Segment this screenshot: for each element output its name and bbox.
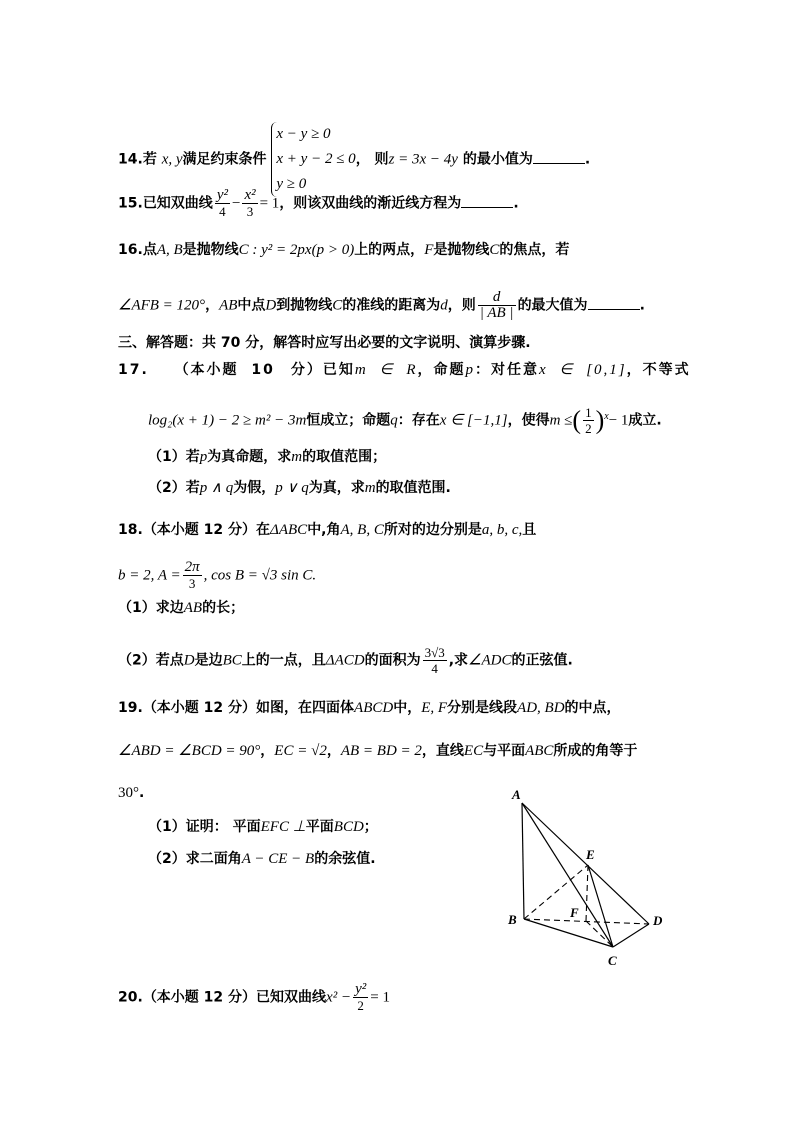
text: 的准线的距离为 [342, 297, 441, 314]
text: ， [260, 743, 275, 759]
text: 满足约束条件 [182, 151, 267, 168]
text: 平面 [305, 819, 334, 835]
math: m [364, 480, 376, 496]
text: 为假， [233, 480, 276, 496]
tetrahedron-figure [500, 785, 670, 970]
question-17-part2 [148, 478, 451, 498]
math: C : y² = 2px(p > 0) [238, 242, 355, 258]
math: C [489, 242, 500, 258]
text: ，命题 [417, 362, 466, 378]
text: 为真，求 [308, 480, 365, 496]
denominator: 2 [357, 998, 364, 1013]
denominator: 4 [219, 204, 226, 219]
math: EC [463, 743, 484, 759]
text: ，则 [447, 297, 476, 314]
math: ABCD [354, 700, 394, 716]
math: − [231, 195, 241, 212]
fraction [183, 560, 202, 591]
math: A − CE − B [241, 851, 315, 867]
text: 中， [393, 700, 422, 716]
math: b = 2, A = [118, 567, 181, 584]
text: 是抛物线 [182, 242, 239, 258]
math: a, b, c, [481, 522, 523, 538]
math: C [332, 297, 343, 314]
text: （2）若 [148, 480, 200, 496]
text: 的最小值为 [462, 151, 533, 168]
fraction [353, 982, 368, 1013]
text: 的长； [202, 600, 245, 616]
text: 是抛物线 [433, 242, 490, 258]
math: m [291, 449, 303, 465]
question-16-line2 [118, 290, 645, 321]
text: 的余弦值. [314, 851, 376, 867]
label-f: F [570, 905, 579, 920]
denominator: 3 [246, 204, 254, 219]
label-b: B [508, 912, 517, 927]
text: 的中点， [564, 700, 621, 716]
constraint-system [271, 122, 355, 197]
question-17-part1 [148, 447, 386, 467]
denominator: 4 [431, 661, 438, 676]
text: 分别是线段 [447, 700, 518, 716]
question-20 [118, 982, 390, 1013]
q-number: 15. [118, 195, 143, 212]
text: 的正弦值. [511, 652, 573, 669]
math: ABC [525, 743, 554, 759]
math: m ∈ R [354, 362, 418, 378]
text: 中点 [237, 297, 266, 314]
numerator: x² [244, 187, 256, 203]
text: 的最大值为 [517, 297, 588, 314]
math: AB = BD = 2 [340, 743, 422, 759]
text: 为真命题，求 [207, 449, 292, 465]
math: ∠ABD = ∠BCD = 90° [118, 743, 261, 759]
fraction [478, 290, 516, 321]
text: 点 [142, 242, 157, 258]
fraction [583, 405, 594, 436]
math: E, F [421, 700, 448, 716]
text: . [584, 151, 591, 168]
math: ΔABC [270, 522, 308, 538]
text: ， [326, 743, 341, 759]
text: （1）求边 [118, 600, 184, 616]
q-number: 16. [118, 242, 143, 258]
question-18-line2 [118, 560, 316, 591]
text: ：对任意 [474, 362, 539, 378]
text: 所对的边分别是 [383, 522, 482, 538]
math: AB [219, 297, 238, 314]
text: ，使得 [507, 412, 550, 429]
edge-ad [522, 803, 649, 924]
question-19-line3 [118, 783, 144, 803]
math: z = 3x − 4y [388, 151, 458, 168]
text: 中,角 [307, 522, 341, 538]
text: 上的一点，且 [241, 652, 326, 669]
text: 上的两点， [354, 242, 425, 258]
text: . [513, 195, 519, 212]
math: AB [183, 600, 203, 616]
text: （本小题 12 分）如图，在四面体 [142, 700, 355, 716]
text: 的取值范围； [302, 449, 387, 465]
text: （本小题 10 分）已知 [174, 362, 355, 378]
math: EC = √2 [274, 743, 327, 759]
text: 与平面 [483, 743, 526, 759]
math: ∠ADC [468, 652, 512, 669]
math: BC [222, 652, 242, 669]
constraint: y ≥ 0 [276, 176, 307, 192]
text: ； [363, 819, 378, 835]
math: p [199, 449, 208, 465]
text: 所成的角等于 [553, 743, 638, 759]
text: （本小题 12 分）在 [142, 522, 271, 538]
q-number: 14. [118, 151, 143, 168]
paren: ) [595, 405, 605, 435]
math: d [440, 297, 448, 314]
math: x, y [161, 151, 183, 168]
text: ， [205, 297, 220, 314]
denominator: 2 [585, 421, 592, 436]
answer-blank [461, 193, 513, 208]
q-number: 20. [118, 989, 143, 1006]
math: x² − [326, 989, 352, 1006]
math: F [424, 242, 434, 258]
edge-ab [522, 803, 524, 919]
math: − 1 [608, 412, 629, 429]
section-heading: 三、解答题：共 70 分，解答时应写出必要的文字说明、演算步骤. [118, 335, 531, 351]
answer-blank [533, 149, 585, 164]
text: 已知双曲线 [142, 195, 213, 212]
numerator: 3√3 [424, 645, 445, 660]
text: （1）证明： 平面 [148, 819, 261, 835]
text: ，不等式 [626, 362, 691, 378]
label-e: E [586, 847, 595, 862]
text: ，直线 [421, 743, 464, 759]
denominator: | AB | [479, 305, 514, 321]
numerator: d [478, 290, 516, 306]
constraint: x + y − 2 ≤ 0 [276, 151, 356, 167]
math: BCD [333, 819, 364, 835]
fraction [242, 188, 257, 219]
edge-bc [524, 919, 613, 947]
text: 的面积为 [364, 652, 421, 669]
math: = 1 [370, 989, 390, 1006]
math: x ∈ [0,1] [538, 362, 627, 378]
numerator: 1 [585, 405, 592, 420]
question-18-part2 [118, 645, 573, 676]
fraction [423, 645, 447, 676]
math: x ∈ [−1,1] [439, 412, 508, 429]
question-17-line2 [148, 405, 662, 436]
question-19-part2 [148, 849, 376, 869]
math: EFC ⊥ [260, 819, 306, 835]
math: p ∨ q [275, 480, 309, 496]
text: ：存在 [397, 412, 440, 429]
denominator: 3 [188, 576, 196, 591]
math: log₂(x + 1) − 2 ≥ m² − 3m [148, 412, 307, 429]
text: （本小题 12 分）已知双曲线 [142, 989, 327, 1006]
question-19 [118, 698, 621, 718]
text: （2）求二面角 [148, 851, 242, 867]
math: m ≤ [549, 412, 573, 429]
math: A, B, C [340, 522, 384, 538]
math: p [465, 362, 475, 378]
edge-ac [522, 803, 613, 947]
constraint: x − y ≥ 0 [276, 126, 331, 142]
text: . [639, 297, 645, 314]
text: （1）若 [148, 449, 200, 465]
math: ∠AFB = 120° [118, 297, 206, 314]
question-19-line2 [118, 741, 637, 761]
math: , cos B = √3 sin C. [203, 567, 317, 584]
text: 的焦点，若 [499, 242, 570, 258]
question-18 [118, 520, 536, 540]
paren: ( [572, 405, 582, 435]
numerator: 2π [184, 559, 200, 575]
q-number: 19. [118, 700, 143, 716]
text: 恒成立；命题 [306, 412, 391, 429]
math: D [183, 652, 195, 669]
label-a: A [512, 787, 521, 802]
text: （2）若点 [118, 652, 184, 669]
math: 30° [118, 785, 139, 801]
math: p ∧ q [199, 480, 234, 496]
numerator: y² [355, 981, 367, 997]
math: D [265, 297, 277, 314]
exponent: x [604, 410, 609, 422]
numerator: y² [216, 187, 228, 203]
math: ΔACD [325, 652, 365, 669]
label-c: C [608, 953, 617, 968]
math: q [390, 412, 398, 429]
text: 的取值范围. [375, 480, 451, 496]
fraction [215, 188, 230, 219]
q-number: 17. [118, 362, 149, 378]
text: 到抛物线 [276, 297, 333, 314]
text: ， 则 [355, 151, 389, 168]
text: . [139, 785, 145, 801]
q-number: 18. [118, 522, 143, 538]
text: 成立. [628, 412, 662, 429]
question-15 [118, 188, 519, 219]
question-19-part1 [148, 817, 378, 837]
text: 若 [142, 151, 157, 168]
answer-blank [588, 295, 640, 310]
question-14 [118, 122, 590, 197]
math: AD, BD [517, 700, 565, 716]
math: = 1 [259, 195, 280, 212]
question-17 [118, 360, 691, 380]
math: A, B [156, 242, 183, 258]
text: ，则该双曲线的渐近线方程为 [279, 195, 462, 212]
edge-ef [586, 865, 588, 921]
text: 且 [522, 522, 537, 538]
edge-cd [613, 924, 649, 947]
question-18-part1 [118, 598, 244, 618]
text: 是边 [194, 652, 223, 669]
question-16 [118, 240, 569, 260]
text: ,求 [448, 652, 469, 669]
label-d: D [653, 913, 663, 928]
